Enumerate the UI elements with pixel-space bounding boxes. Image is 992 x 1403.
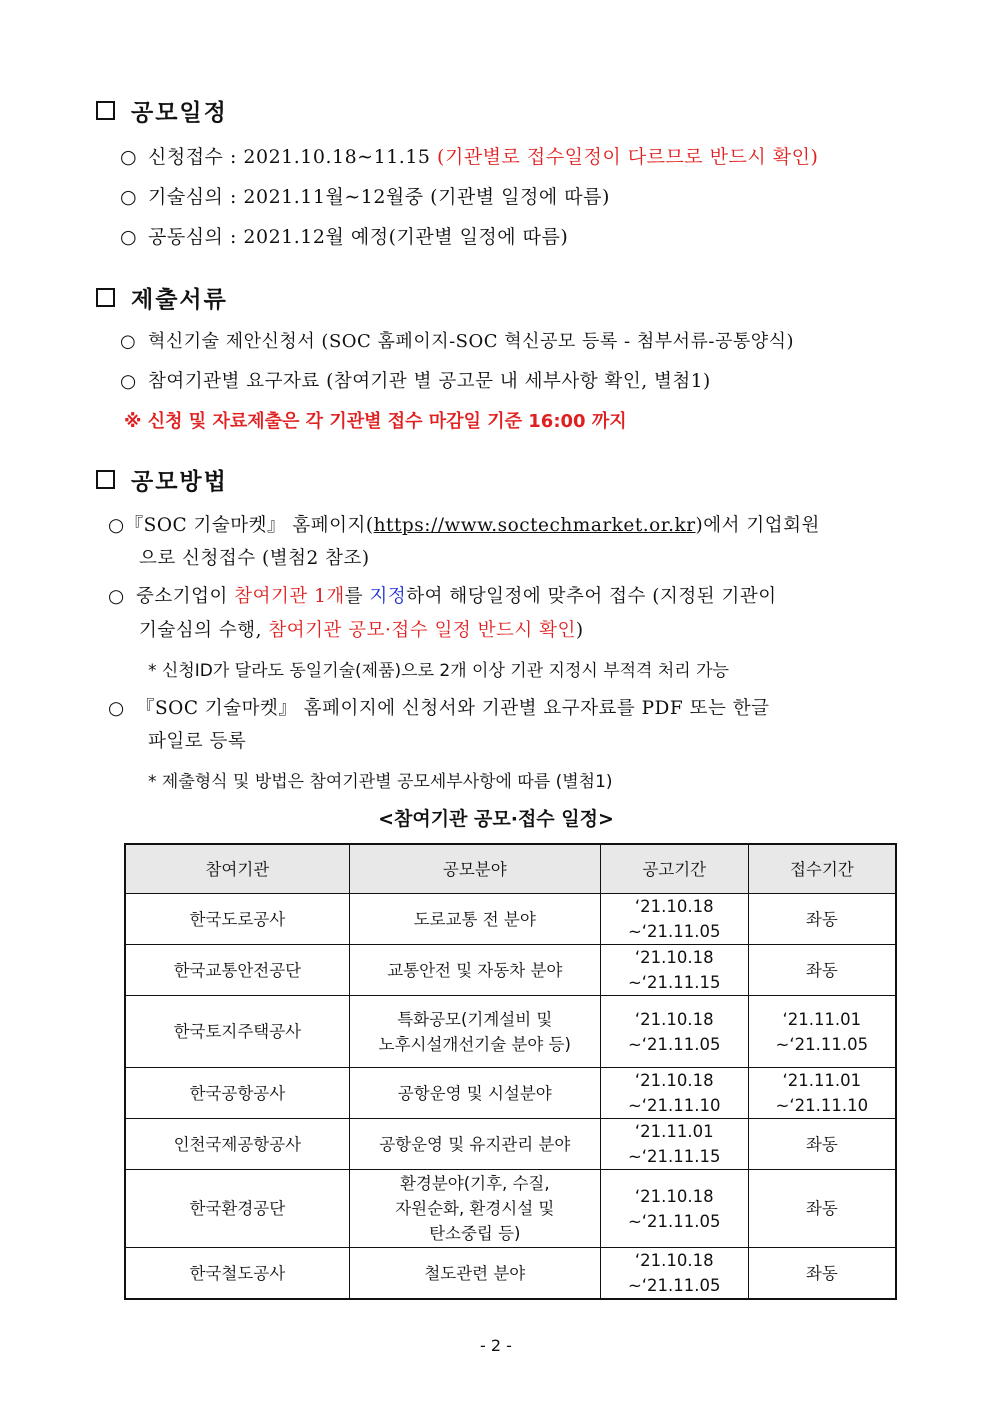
documents-line-proposal: ○ 혁신기술 제안신청서 (SOC 홈페이지-SOC 혁신공모 등록 - 첨부서류-공통양식) (120, 331, 795, 352)
schedule-line-apply: ○ 신청접수 : 2021.10.18∼11.15 (기관별로 접수일정이 다르므로 반드시 확인) (120, 146, 819, 168)
section-heading-schedule (96, 94, 228, 127)
circle-bullet-icon: ○ (120, 371, 137, 392)
red-note: (기관별로 접수일정이 다르므로 반드시 확인) (437, 146, 819, 168)
table-row (125, 945, 896, 996)
table-row (125, 1068, 896, 1119)
method-note-1: * 신청ID가 달라도 동일기술(제품)으로 2개 이상 기관 지정시 부적격 처리 가능 (148, 661, 729, 681)
method-line-3: ○ 『SOC 기술마켓』 홈페이지에 신청서와 기관별 요구자료를 PDF 또는 한글 (108, 698, 770, 719)
deadline-notice: ※ 신청 및 자료제출은 각 기관별 접수 마감일 기준 16:00 까지 (124, 411, 627, 432)
documents-line-requirements: ○ 참여기관별 요구자료 (참여기관 별 공고문 내 세부사항 확인, 별첨1) (120, 371, 711, 392)
field-cell: 공항운영 및 시설분야 (349, 1068, 600, 1119)
table-row (125, 996, 896, 1068)
receipt-cell: 좌동 (748, 894, 896, 945)
method-line-1: ○『SOC 기술마켓』 홈페이지(https://www.soctechmarket.or.kr)에서 기업회원 (108, 515, 820, 536)
org-cell: 한국공항공사 (125, 1068, 349, 1119)
page-number: - 2 - (480, 1336, 512, 1355)
announce-cell: ‘21.10.18 ∼‘21.11.05 (600, 996, 748, 1068)
circle-bullet-icon: ○ (120, 226, 138, 248)
org-cell: 한국토지주택공사 (125, 996, 349, 1068)
checkbox-square-icon (96, 101, 115, 120)
table-row (125, 1248, 896, 1300)
field-cell: 교통안전 및 자동차 분야 (349, 945, 600, 996)
org-cell: 인천국제공항공사 (125, 1119, 349, 1170)
org-cell: 한국교통안전공단 (125, 945, 349, 996)
announce-cell: ‘21.10.18 ∼‘21.11.05 (600, 1248, 748, 1300)
circle-bullet-icon: ○ (108, 698, 125, 719)
circle-bullet-icon: ○ (120, 186, 138, 208)
announce-cell: ‘21.10.18 ∼‘21.11.10 (600, 1068, 748, 1119)
checkbox-square-icon (96, 288, 115, 307)
method-line-1-cont: 으로 신청접수 (별첨2 참조) (139, 548, 370, 569)
field-cell: 철도관련 분야 (349, 1248, 600, 1300)
field-cell: 도로교통 전 분야 (349, 894, 600, 945)
receipt-cell: 좌동 (748, 945, 896, 996)
receipt-cell: 좌동 (748, 1170, 896, 1248)
method-note-2: * 제출형식 및 방법은 참여기관별 공모세부사항에 따름 (별첨1) (148, 772, 613, 792)
circle-bullet-icon: ○ (120, 146, 138, 168)
checkbox-square-icon (96, 470, 115, 489)
table-row (125, 1119, 896, 1170)
header-announce-period: 공고기간 (600, 844, 748, 894)
table-row (125, 1170, 896, 1248)
method-line-2: ○ 중소기업이 참여기관 1개를 지정하여 해당일정에 맞추어 접수 (지정된 기관이 (108, 586, 777, 607)
section-heading-documents (96, 281, 228, 314)
table-row (125, 894, 896, 945)
field-cell: 특화공모(기계설비 및 노후시설개선기술 분야 등) (349, 996, 600, 1068)
announce-cell: ‘21.10.18 ∼‘21.11.05 (600, 894, 748, 945)
receipt-cell: ‘21.11.01 ∼‘21.11.05 (748, 996, 896, 1068)
schedule-line-joint-review: ○ 공동심의 : 2021.12월 예정(기관별 일정에 따름) (120, 226, 569, 248)
receipt-cell: ‘21.11.01 ∼‘21.11.10 (748, 1068, 896, 1119)
field-cell: 환경분야(기후, 수질, 자원순화, 환경시설 및 탄소중립 등) (349, 1170, 600, 1248)
soc-techmarket-link[interactable]: https://www.soctechmarket.or.kr (373, 515, 696, 536)
field-cell: 공항운영 및 유지관리 분야 (349, 1119, 600, 1170)
org-cell: 한국도로공사 (125, 894, 349, 945)
org-cell: 한국환경공단 (125, 1170, 349, 1248)
method-line-2-cont: 기술심의 수행, 참여기관 공모·접수 일정 반드시 확인) (139, 620, 584, 641)
org-cell: 한국철도공사 (125, 1248, 349, 1300)
circle-bullet-icon: ○ (108, 515, 125, 536)
table-caption: <참여기관 공모·접수 일정> (378, 808, 614, 830)
header-field: 공모분야 (349, 844, 600, 894)
announce-cell: ‘21.11.01 ∼‘21.11.15 (600, 1119, 748, 1170)
section-title: 제출서류 (131, 286, 228, 313)
circle-bullet-icon: ○ (120, 331, 137, 352)
schedule-line-review: ○ 기술심의 : 2021.11월∼12월중 (기관별 일정에 따름) (120, 186, 610, 208)
receipt-cell: 좌동 (748, 1248, 896, 1300)
announce-cell: ‘21.10.18 ∼‘21.11.05 (600, 1170, 748, 1248)
header-org: 참여기관 (125, 844, 349, 894)
header-receipt-period: 접수기간 (748, 844, 896, 894)
section-heading-method (96, 463, 228, 496)
announce-cell: ‘21.10.18 ∼‘21.11.15 (600, 945, 748, 996)
section-title: 공모방법 (131, 468, 228, 495)
schedule-table (124, 843, 897, 1300)
table-header-row (125, 844, 896, 894)
method-line-3-cont: 파일로 등록 (148, 731, 247, 752)
receipt-cell: 좌동 (748, 1119, 896, 1170)
circle-bullet-icon: ○ (108, 586, 125, 607)
section-title: 공모일정 (131, 99, 228, 126)
